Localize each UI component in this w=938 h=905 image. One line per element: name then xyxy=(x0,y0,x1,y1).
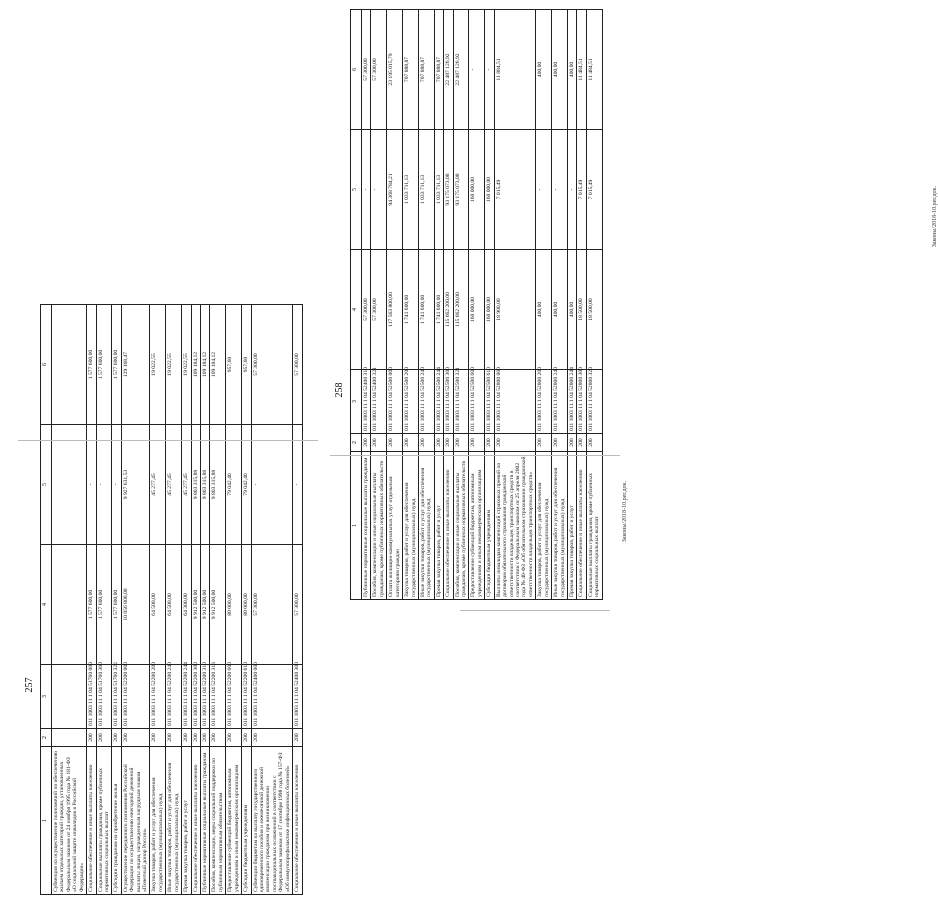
budget-classification-code: 011 1003 11 1 04 52400 000 xyxy=(251,665,293,729)
admin-code: 200 xyxy=(201,729,210,747)
remaining-amount: 23 195 015,79 xyxy=(387,10,403,130)
planned-amount: 57 300,00 xyxy=(251,545,293,665)
budget-classification-code: 011 1003 11 1 04 52200 300 xyxy=(191,665,200,729)
row-description: Закупка товаров, работ и услуг для обеспечения государственных (муниципальных) нужд xyxy=(403,452,419,600)
row-description: Выплаты инвалидам компенсаций страховых премий по договорам обязательного страхования гражданской ответственности владельцев транспортных средств в соответствии с Федеральным законом от 25 апреля 2002 года № 40-ФЗ «Об обязательном страховании гражданской ответственности владельцев транспортных средств» xyxy=(494,452,536,600)
budget-classification-code: 011 1003 11 1 04 52400 300 xyxy=(293,665,302,729)
remaining-amount: 11 484,51 xyxy=(586,10,602,130)
remaining-amount: 11 884,51 xyxy=(494,10,536,130)
admin-code: 200 xyxy=(536,434,552,452)
executed-amount: - xyxy=(552,130,568,250)
admin-code: 200 xyxy=(469,434,485,452)
header-row xyxy=(41,305,52,895)
remaining-amount: 1 577 600,00 xyxy=(96,305,112,425)
executed-amount: - xyxy=(251,425,293,545)
scan-artifact xyxy=(18,440,318,441)
planned-amount: 1 741 600,00 xyxy=(434,250,443,370)
planned-amount: 57 300,00 xyxy=(371,250,387,370)
table-row xyxy=(121,305,150,895)
table-row xyxy=(387,10,403,600)
row-description: Оплата жилищно-коммунальных услуг отдельным категориям граждан xyxy=(387,452,403,600)
planned-amount: 18 900,00 xyxy=(494,250,536,370)
table-row xyxy=(567,10,576,600)
table-row xyxy=(96,305,112,895)
admin-code: 200 xyxy=(87,729,96,747)
row-description: Пособия, компенсации, меры социальной поддержки по публичным нормативным обязательствам xyxy=(210,747,226,895)
row-description: Субсидии бюджетным учреждениям xyxy=(242,747,251,895)
footer-code: Законы/2018-10.рег.док. xyxy=(622,481,628,543)
table-row xyxy=(444,10,453,600)
row-description: Иные закупки товаров, работ и услуг для обеспечения государственных (муниципальных) нужд xyxy=(418,452,434,600)
remaining-amount xyxy=(52,305,87,425)
executed-amount: - xyxy=(536,130,552,250)
budget-classification-code: 011 1003 11 1 04 52800 320 xyxy=(586,370,602,434)
remaining-amount: 57 300,00 xyxy=(251,305,293,425)
planned-amount: 64 500,00 xyxy=(166,545,182,665)
column-header: 6 xyxy=(41,305,52,425)
planned-amount: 18 500,00 xyxy=(577,250,586,370)
planned-amount: 10 056 800,00 xyxy=(121,545,150,665)
budget-classification-code: 011 1003 11 1 04 52500 240 xyxy=(418,370,434,434)
planned-amount: 9 912 500,00 xyxy=(210,545,226,665)
budget-classification-code: 011 1003 11 1 04 52500 321 xyxy=(453,370,469,434)
admin-code: 200 xyxy=(485,434,494,452)
table-row xyxy=(112,305,121,895)
row-description: Прочая закупка товаров, работ и услуг xyxy=(182,747,191,895)
table-row xyxy=(552,10,568,600)
table-row xyxy=(150,305,166,895)
row-description: Пособия, компенсации и иные социальные выплаты гражданам, кроме публичных нормативных обязательств xyxy=(453,452,469,600)
row-description: Субвенции бюджетам на выплату государственного единовременного пособия и ежемесячной денежной компенсации гражданам при возникновении поствакцинальных осложнений в соответствии с Федеральным законом от 17 сентября 1998 года № 157-ФЗ «Об иммунопрофилактике инфекционных болезней» xyxy=(251,747,293,895)
table-row xyxy=(403,10,419,600)
remaining-amount: 109 184,12 xyxy=(210,305,226,425)
budget-classification-code: 011 1003 11 1 04 52500 300 xyxy=(444,370,453,434)
admin-code: 200 xyxy=(96,729,112,747)
executed-amount: 45 277,45 xyxy=(150,425,166,545)
remaining-amount: 19 022,55 xyxy=(166,305,182,425)
budget-classification-code: 011 1003 11 1 04 52200 200 xyxy=(150,665,166,729)
table-row xyxy=(242,305,251,895)
budget-table xyxy=(350,9,603,600)
budget-classification-code: 011 1003 11 1 04 52200 600 xyxy=(226,665,242,729)
admin-code: 200 xyxy=(371,434,387,452)
table-row xyxy=(494,10,536,600)
column-header: 6 xyxy=(351,10,362,130)
planned-amount: 9 912 500,00 xyxy=(201,545,210,665)
budget-classification-code: 011 1003 11 1 04 52500 000 xyxy=(387,370,403,434)
remaining-amount: 1 577 600,00 xyxy=(112,305,121,425)
row-description: Социальные выплаты гражданам, кроме публичных нормативных социальных выплат xyxy=(586,452,602,600)
row-description: Социальное обеспечение и иные выплаты населению xyxy=(87,747,96,895)
table-row xyxy=(87,305,96,895)
budget-classification-code: 011 1003 11 1 04 52800 244 xyxy=(567,370,576,434)
executed-amount: 9 927 631,53 xyxy=(121,425,150,545)
budget-classification-code: 011 1003 11 1 04 52500 244 xyxy=(434,370,443,434)
table-row xyxy=(182,305,191,895)
admin-code: 200 xyxy=(251,729,293,747)
table-row xyxy=(251,305,293,895)
budget-classification-code: 011 1003 11 1 04 52800 000 xyxy=(494,370,536,434)
column-header: 2 xyxy=(41,729,52,747)
executed-amount: 9 803 315,88 xyxy=(201,425,210,545)
admin-code: 200 xyxy=(444,434,453,452)
column-header: 1 xyxy=(351,452,362,600)
admin-code: 200 xyxy=(434,434,443,452)
row-description: Субвенция на осуществление полномочий по обеспечению жильем отдельных категорий граждан, установленных Федеральным законом от 24 ноября 1995 года № 181-ФЗ «О социальной защите инвалидов в Российской Федерации» xyxy=(52,747,87,895)
executed-amount: - xyxy=(96,425,112,545)
table-row xyxy=(166,305,182,895)
budget-classification-code: 011 1003 11 1 04 52500 610 xyxy=(485,370,494,434)
row-description: Иные закупки товаров, работ и услуг для обеспечения государственных (муниципальных) нужд xyxy=(166,747,182,895)
executed-amount: - xyxy=(293,425,302,545)
executed-amount: 7 015,49 xyxy=(494,130,536,250)
planned-amount: 115 662 200,00 xyxy=(453,250,469,370)
planned-amount: 117 563 800,00 xyxy=(387,250,403,370)
admin-code xyxy=(52,729,87,747)
row-description: Иные закупки товаров, работ и услуг для обеспечения государственных (муниципальных) нужд xyxy=(552,452,568,600)
admin-code: 200 xyxy=(362,434,371,452)
budget-classification-code: 011 1003 11 1 04 52500 200 xyxy=(403,370,419,434)
page-number: 257 xyxy=(24,677,35,693)
row-description: Социальное обеспечение и иные выплаты населению xyxy=(577,452,586,600)
planned-amount: 64 500,00 xyxy=(150,545,166,665)
row-description: Публичные нормативные социальные выплаты гражданам xyxy=(201,747,210,895)
planned-amount: 400,00 xyxy=(552,250,568,370)
table-row xyxy=(201,305,210,895)
executed-amount: 160 000,00 xyxy=(485,130,494,250)
table-row xyxy=(485,10,494,600)
header-row xyxy=(351,10,362,600)
admin-code: 200 xyxy=(242,729,251,747)
table-row xyxy=(418,10,434,600)
row-description: Социальное обеспечение и иные выплаты населению xyxy=(191,747,200,895)
table-row xyxy=(434,10,443,600)
row-description: Прочая закупка товаров, работ и услуг xyxy=(567,452,576,600)
budget-classification-code: 011 1003 11 1 04 52800 300 xyxy=(577,370,586,434)
executed-amount: - xyxy=(567,130,576,250)
budget-classification-code: 011 1003 11 1 04 52200 610 xyxy=(242,665,251,729)
admin-code: 200 xyxy=(577,434,586,452)
budget-classification-code: 011 1003 11 1 04 52200 310 xyxy=(201,665,210,729)
planned-amount: 57 300,00 xyxy=(293,545,302,665)
remaining-amount: - xyxy=(469,10,485,130)
column-header: 5 xyxy=(351,130,362,250)
budget-classification-code: 011 1003 11 1 04 52500 600 xyxy=(469,370,485,434)
row-description: Закупка товаров, работ и услуг для обеспечения государственных (муниципальных) нужд xyxy=(536,452,552,600)
budget-classification-code: 011 1003 11 1 04 52400 310 xyxy=(362,370,371,434)
row-description: Предоставление субвенций бюджетам, автономным учреждениям и иным некоммерческим организациям xyxy=(226,747,242,895)
admin-code: 200 xyxy=(191,729,200,747)
budget-classification-code: 011 1003 11 1 04 51760 300 xyxy=(96,665,112,729)
planned-amount: 160 000,00 xyxy=(469,250,485,370)
planned-amount: 400,00 xyxy=(567,250,576,370)
row-description: Закупка товаров, работ и услуг для обеспечения государственных (муниципальных) нужд xyxy=(150,747,166,895)
executed-amount: - xyxy=(371,130,387,250)
table-row xyxy=(469,10,485,600)
remaining-amount: 1 577 600,00 xyxy=(87,305,96,425)
table-row xyxy=(52,305,87,895)
budget-classification-code: 011 1003 11 1 04 52200 313 xyxy=(210,665,226,729)
executed-amount: 45 277,45 xyxy=(182,425,191,545)
budget-classification-code xyxy=(52,665,87,729)
admin-code: 200 xyxy=(121,729,150,747)
executed-amount: 7 015,49 xyxy=(577,130,586,250)
executed-amount: - xyxy=(112,425,121,545)
table-row xyxy=(577,10,586,600)
row-description: Прочая закупка товаров, работ и услуг xyxy=(434,452,443,600)
planned-amount: 57 300,00 xyxy=(362,250,371,370)
budget-classification-code: 011 1003 11 1 04 52800 200 xyxy=(536,370,552,434)
remaining-amount: 129 168,47 xyxy=(121,305,150,425)
admin-code: 200 xyxy=(226,729,242,747)
row-description: Социальные выплаты гражданам, кроме публичных нормативных социальных выплат xyxy=(96,747,112,895)
executed-amount xyxy=(52,425,87,545)
row-description: Социальное обеспечение и иные выплаты населению xyxy=(293,747,302,895)
table-row xyxy=(453,10,469,600)
planned-amount: 64 300,00 xyxy=(182,545,191,665)
remaining-amount: 109 184,12 xyxy=(191,305,200,425)
remaining-amount: 22 487 126,92 xyxy=(453,10,469,130)
executed-amount: 160 000,00 xyxy=(469,130,485,250)
scan-artifact xyxy=(330,455,620,456)
page-number: 258 xyxy=(334,382,345,398)
scan-artifact xyxy=(460,610,610,611)
row-description: Социальное обеспечение и иные выплаты населению xyxy=(444,452,453,600)
executed-amount: 7 015,49 xyxy=(586,130,602,250)
page-258 xyxy=(330,53,938,600)
admin-code: 200 xyxy=(293,729,302,747)
admin-code: 200 xyxy=(403,434,419,452)
column-header: 3 xyxy=(351,370,362,434)
table-row xyxy=(371,10,387,600)
remaining-amount: 22 487 126,92 xyxy=(444,10,453,130)
remaining-amount: - xyxy=(485,10,494,130)
executed-amount: - xyxy=(87,425,96,545)
row-description: Субсидии гражданам на приобретение жилья xyxy=(112,747,121,895)
column-header: 1 xyxy=(41,747,52,895)
budget-classification-code: 011 1003 11 1 04 52200 000 xyxy=(121,665,150,729)
planned-amount: 1 577 600,00 xyxy=(87,545,96,665)
row-description: Субсидии бюджетным учреждениям xyxy=(485,452,494,600)
executed-amount: 93 175 073,08 xyxy=(444,130,453,250)
planned-amount: 115 662 200,00 xyxy=(444,250,453,370)
planned-amount: 1 741 600,00 xyxy=(418,250,434,370)
planned-amount: 160 000,00 xyxy=(485,250,494,370)
admin-code: 200 xyxy=(567,434,576,452)
admin-code: 200 xyxy=(453,434,469,452)
column-header: 4 xyxy=(351,250,362,370)
budget-classification-code: 011 1003 11 1 04 52400 321 xyxy=(371,370,387,434)
executed-amount: 79 042,40 xyxy=(242,425,251,545)
table-row xyxy=(362,10,371,600)
remaining-amount: 19 022,55 xyxy=(182,305,191,425)
admin-code: 200 xyxy=(182,729,191,747)
table-row xyxy=(536,10,552,600)
planned-amount: 1 577 600,00 xyxy=(112,545,121,665)
executed-amount: 1 033 711,13 xyxy=(434,130,443,250)
table-row xyxy=(210,305,226,895)
executed-amount: 9 803 315,88 xyxy=(191,425,200,545)
remaining-amount: 57 300,00 xyxy=(293,305,302,425)
admin-code: 200 xyxy=(210,729,226,747)
table-row xyxy=(191,305,200,895)
admin-code: 200 xyxy=(418,434,434,452)
planned-amount: 18 500,00 xyxy=(586,250,602,370)
row-description: Пособия, компенсации и иные социальные выплаты гражданам, кроме публичных нормативных обязательств xyxy=(371,452,387,600)
planned-amount: 9 912 500,00 xyxy=(191,545,200,665)
executed-amount: 94 368 784,21 xyxy=(387,130,403,250)
executed-amount: - xyxy=(362,130,371,250)
remaining-amount: 400,00 xyxy=(567,10,576,130)
planned-amount: 1 577 600,00 xyxy=(96,545,112,665)
remaining-amount: 957,60 xyxy=(242,305,251,425)
column-header: 2 xyxy=(351,434,362,452)
remaining-amount: 400,00 xyxy=(536,10,552,130)
executed-amount: 93 175 073,08 xyxy=(453,130,469,250)
budget-classification-code: 011 1003 11 1 04 52800 240 xyxy=(552,370,568,434)
admin-code: 200 xyxy=(586,434,602,452)
remaining-amount: 707 888,87 xyxy=(418,10,434,130)
footer-code: Законы/2018-10.рег.док. xyxy=(932,186,938,248)
planned-amount: 80 000,00 xyxy=(242,545,251,665)
planned-amount xyxy=(52,545,87,665)
executed-amount: 1 033 711,13 xyxy=(403,130,419,250)
row-description: Публичные нормативные социальные выплаты гражданам xyxy=(362,452,371,600)
column-header: 5 xyxy=(41,425,52,545)
table-body xyxy=(41,305,303,895)
remaining-amount: 19 022,55 xyxy=(150,305,166,425)
table-row xyxy=(586,10,602,600)
admin-code: 200 xyxy=(166,729,182,747)
table-row xyxy=(226,305,242,895)
remaining-amount: 400,00 xyxy=(552,10,568,130)
budget-classification-code: 011 1003 11 1 04 51760 000 xyxy=(87,665,96,729)
remaining-amount: 11 484,51 xyxy=(577,10,586,130)
remaining-amount: 57 300,00 xyxy=(371,10,387,130)
executed-amount: 9 803 315,88 xyxy=(210,425,226,545)
budget-table xyxy=(40,304,303,895)
planned-amount: 80 000,00 xyxy=(226,545,242,665)
admin-code: 200 xyxy=(552,434,568,452)
budget-classification-code: 011 1003 11 1 04 51760 322 xyxy=(112,665,121,729)
row-description: Предоставление субвенций бюджетам, автономным учреждениям и иным некоммерческим организациям xyxy=(469,452,485,600)
admin-code: 200 xyxy=(150,729,166,747)
table-body xyxy=(351,10,603,600)
remaining-amount: 957,60 xyxy=(226,305,242,425)
budget-classification-code: 011 1003 11 1 04 52200 244 xyxy=(182,665,191,729)
column-header: 3 xyxy=(41,665,52,729)
admin-code: 200 xyxy=(387,434,403,452)
remaining-amount: 109 184,12 xyxy=(201,305,210,425)
planned-amount: 400,00 xyxy=(536,250,552,370)
table-row xyxy=(293,305,302,895)
executed-amount: 1 033 711,13 xyxy=(418,130,434,250)
executed-amount: 79 042,40 xyxy=(226,425,242,545)
remaining-amount: 57 300,00 xyxy=(362,10,371,130)
budget-classification-code: 011 1003 11 1 04 52200 240 xyxy=(166,665,182,729)
admin-code: 200 xyxy=(112,729,121,747)
column-header: 4 xyxy=(41,545,52,665)
remaining-amount: 707 888,87 xyxy=(403,10,419,130)
executed-amount: 45 277,45 xyxy=(166,425,182,545)
remaining-amount: 707 888,87 xyxy=(434,10,443,130)
planned-amount: 1 741 600,00 xyxy=(403,250,419,370)
row-description: Осуществление переданного полномочия Российской Федерации по осуществлению ежегодной денежной выплаты лицам, награжденным нагрудным знаком «Почетный донор России» xyxy=(121,747,150,895)
admin-code: 200 xyxy=(494,434,536,452)
